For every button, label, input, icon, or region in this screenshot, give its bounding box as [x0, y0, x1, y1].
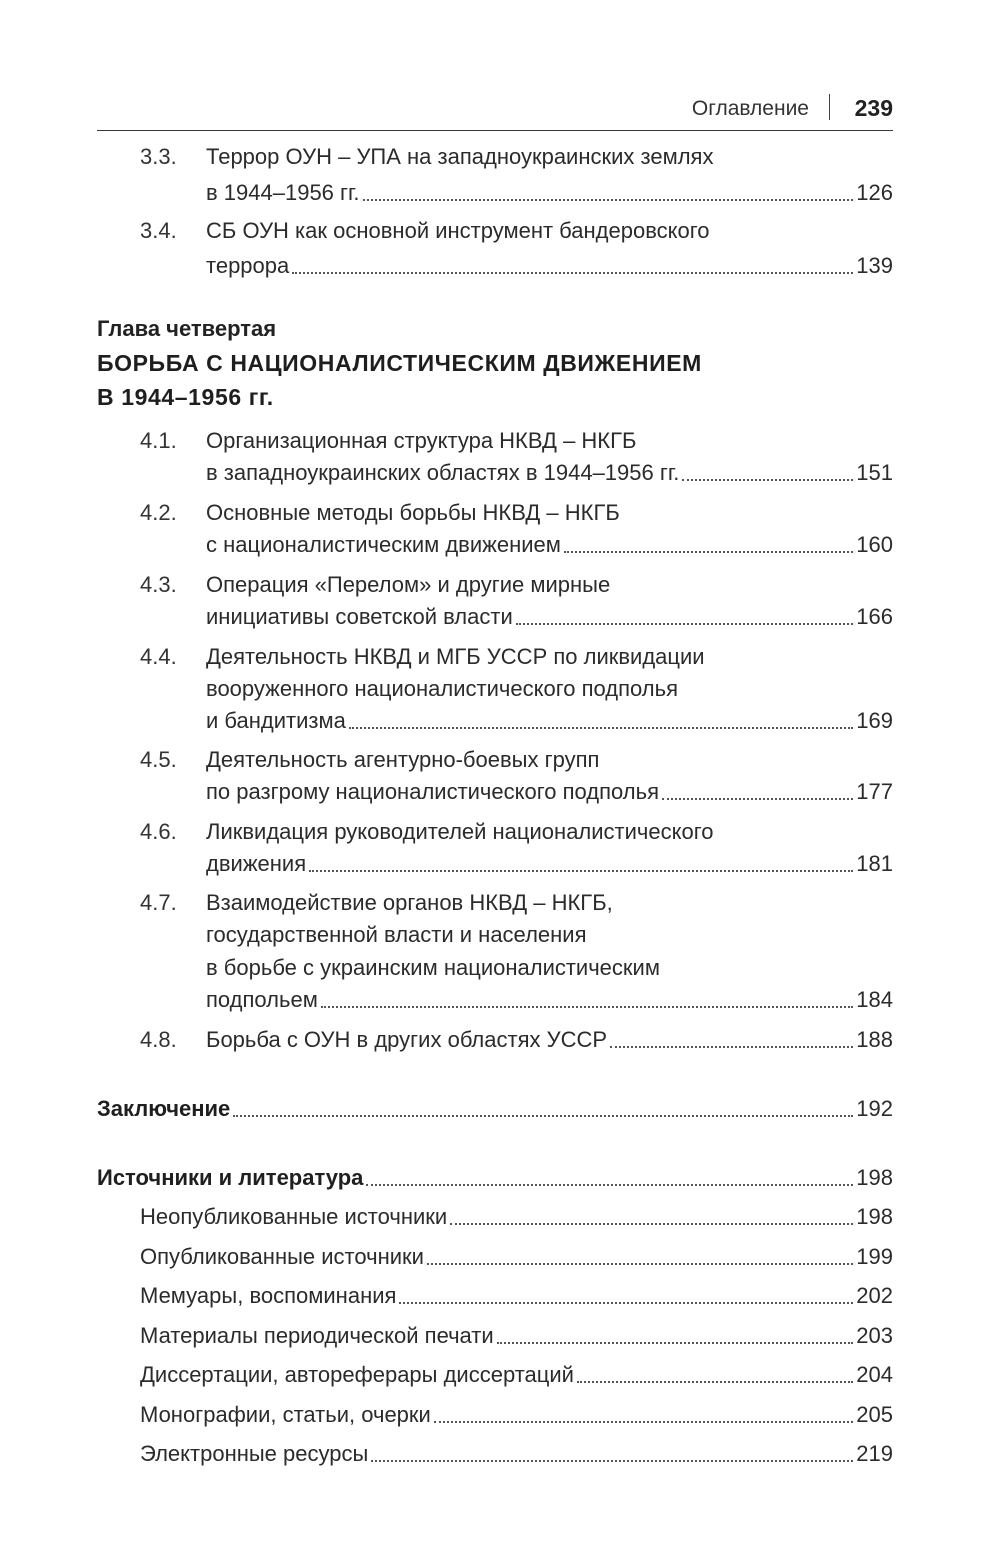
toc-entry-text: Взаимодействие органов НКВД – НКГБ, — [206, 890, 613, 915]
toc-page-number: 202 — [856, 1283, 893, 1308]
leader-dots — [450, 1223, 853, 1225]
toc-entry-text: Борьба с ОУН в других областях УССР — [206, 1027, 608, 1052]
toc-entry-text: Организационная структура НКВД – НКГБ — [206, 428, 637, 453]
toc-entry-line — [206, 637, 705, 671]
toc-page-number: 166 — [856, 604, 893, 629]
toc-entry-text: Ликвидация руководителей националистического — [206, 819, 714, 844]
toc-page-number: 192 — [856, 1096, 893, 1121]
header-title: Оглавление — [691, 97, 809, 120]
toc-page-number: 219 — [856, 1441, 893, 1466]
leader-dots — [610, 1046, 853, 1048]
leader-dots — [427, 1263, 853, 1265]
toc-entry[interactable] — [206, 453, 893, 487]
toc-entry-line — [206, 421, 636, 455]
toc-entry[interactable] — [206, 597, 893, 631]
toc-entry[interactable] — [206, 246, 893, 280]
toc-entry-text: Мемуары, воспоминания — [140, 1283, 397, 1308]
toc-entry-text: и бандитизма — [206, 708, 346, 733]
toc-page-number: 203 — [856, 1323, 893, 1348]
toc-entry[interactable] — [206, 772, 893, 806]
toc-page-number: 205 — [856, 1402, 893, 1427]
toc-entry-text: государственной власти и населения — [206, 922, 587, 947]
toc-section-title: Заключение — [97, 1096, 231, 1121]
running-header — [97, 92, 893, 131]
toc-entry[interactable] — [206, 525, 893, 559]
chapter-label: Глава четвертая — [97, 316, 277, 341]
leader-dots — [321, 1006, 853, 1008]
leader-dots — [292, 272, 853, 274]
toc-entry-text: Материалы периодической печати — [140, 1323, 494, 1348]
toc-page-number: 126 — [856, 180, 893, 205]
leader-dots — [516, 623, 854, 625]
toc-entry[interactable] — [206, 1020, 893, 1054]
toc-entry-sources[interactable] — [97, 1158, 893, 1192]
toc-entry-number: 4.3. — [140, 572, 177, 597]
toc-entry-text: с националистическим движением — [206, 532, 561, 557]
toc-entry-text: подпольем — [206, 987, 318, 1012]
leader-dots — [363, 199, 854, 201]
leader-dots — [497, 1342, 854, 1344]
toc-page-number: 181 — [856, 851, 893, 876]
toc-page-number: 169 — [856, 708, 893, 733]
toc-entry-line — [206, 669, 678, 703]
toc-entry-text: движения — [206, 851, 307, 876]
toc-page-number: 184 — [856, 987, 893, 1012]
leader-dots — [434, 1421, 853, 1423]
toc-entry-number: 4.4. — [140, 644, 177, 669]
toc-entry-line — [206, 493, 620, 527]
toc-entry[interactable] — [206, 173, 893, 207]
toc-entry-line — [206, 915, 587, 949]
toc-entry-conclusion[interactable] — [97, 1089, 893, 1123]
toc-page-number: 204 — [856, 1362, 893, 1387]
toc-entry-text: инициативы советской власти — [206, 604, 513, 629]
toc-page-number: 198 — [856, 1165, 893, 1190]
toc-entry-number: 3.3. — [140, 144, 177, 169]
leader-dots — [662, 798, 853, 800]
toc-entry-line — [206, 812, 714, 846]
toc-entry-number: 4.5. — [140, 747, 177, 772]
leader-dots — [366, 1184, 853, 1186]
leader-dots — [399, 1302, 853, 1304]
toc-page-number: 151 — [856, 460, 893, 485]
toc-entry-text: Основные методы борьбы НКВД – НКГБ — [206, 500, 620, 525]
toc-entry-text: по разгрому националистического подполья — [206, 779, 660, 804]
toc-entry-line — [206, 883, 613, 917]
leader-dots — [577, 1381, 853, 1383]
toc-entry-text: Монографии, статьи, очерки — [140, 1402, 431, 1427]
toc-entry-text: Операция «Перелом» и другие мирные — [206, 572, 611, 597]
leader-dots — [682, 479, 853, 481]
leader-dots — [371, 1460, 853, 1462]
toc-subentry[interactable] — [140, 1276, 893, 1310]
toc-subentry[interactable] — [140, 1395, 893, 1429]
toc-entry-line — [206, 740, 599, 774]
toc-entry-line — [206, 137, 713, 171]
toc-entry-text: в западноукраинских областях в 1944–1956 гг. — [206, 460, 680, 485]
toc-subentry[interactable] — [140, 1197, 893, 1231]
toc-subentry[interactable] — [140, 1316, 893, 1350]
toc-subentry[interactable] — [140, 1355, 893, 1389]
toc-entry-text: Диссертации, автореферары диссертаций — [140, 1362, 574, 1387]
chapter-title-years: В 1944–1956 гг. — [97, 384, 274, 410]
toc-page-number: 139 — [856, 253, 893, 278]
toc-subentry[interactable] — [140, 1237, 893, 1271]
toc-entry-text: Деятельность агентурно-боевых групп — [206, 747, 600, 772]
toc-entry[interactable] — [206, 980, 893, 1014]
toc-entry-number: 4.6. — [140, 819, 177, 844]
toc-page-number: 177 — [856, 779, 893, 804]
toc-subentry[interactable] — [140, 1434, 893, 1468]
toc-entry-number: 4.7. — [140, 890, 177, 915]
leader-dots — [233, 1115, 853, 1117]
toc-entry-number: 3.4. — [140, 218, 177, 243]
toc-entry-line — [206, 565, 610, 599]
toc-entry-text: Неопубликованные источники — [140, 1204, 448, 1229]
toc-entry[interactable] — [206, 701, 893, 735]
toc-entry-text: в борьбе с украинским националистическим — [206, 955, 660, 980]
toc-entry-text: вооруженного националистического подполья — [206, 676, 678, 701]
toc-entry-text: в 1944–1956 гг. — [206, 180, 360, 205]
chapter-title: БОРЬБА С НАЦИОНАЛИСТИЧЕСКИМ ДВИЖЕНИЕМ — [97, 350, 702, 376]
toc-entry-number: 4.1. — [140, 428, 177, 453]
toc-entry-text: СБ ОУН как основной инструмент бандеровского — [206, 218, 710, 243]
page-number: 239 — [854, 95, 893, 121]
toc-entry-number: 4.8. — [140, 1027, 177, 1052]
toc-page-number: 160 — [856, 532, 893, 557]
toc-entry-text: Террор ОУН – УПА на западноукраинских землях — [206, 144, 714, 169]
header-separator — [829, 94, 831, 120]
toc-entry-line — [206, 948, 660, 982]
toc-entry-text: Электронные ресурсы — [140, 1441, 369, 1466]
toc-page-number: 188 — [856, 1027, 893, 1052]
leader-dots — [564, 551, 853, 553]
toc-entry-number: 4.2. — [140, 500, 177, 525]
leader-dots — [309, 870, 853, 872]
toc-entry-text: Опубликованные источники — [140, 1244, 424, 1269]
toc-section-title: Источники и литература — [97, 1165, 364, 1190]
toc-entry[interactable] — [206, 844, 893, 878]
toc-entry-text: террора — [206, 253, 290, 278]
toc-page-number: 199 — [856, 1244, 893, 1269]
toc-entry-line — [206, 211, 710, 245]
toc-entry-text: Деятельность НКВД и МГБ УССР по ликвидации — [206, 644, 705, 669]
leader-dots — [349, 727, 853, 729]
toc-page-number: 198 — [856, 1204, 893, 1229]
